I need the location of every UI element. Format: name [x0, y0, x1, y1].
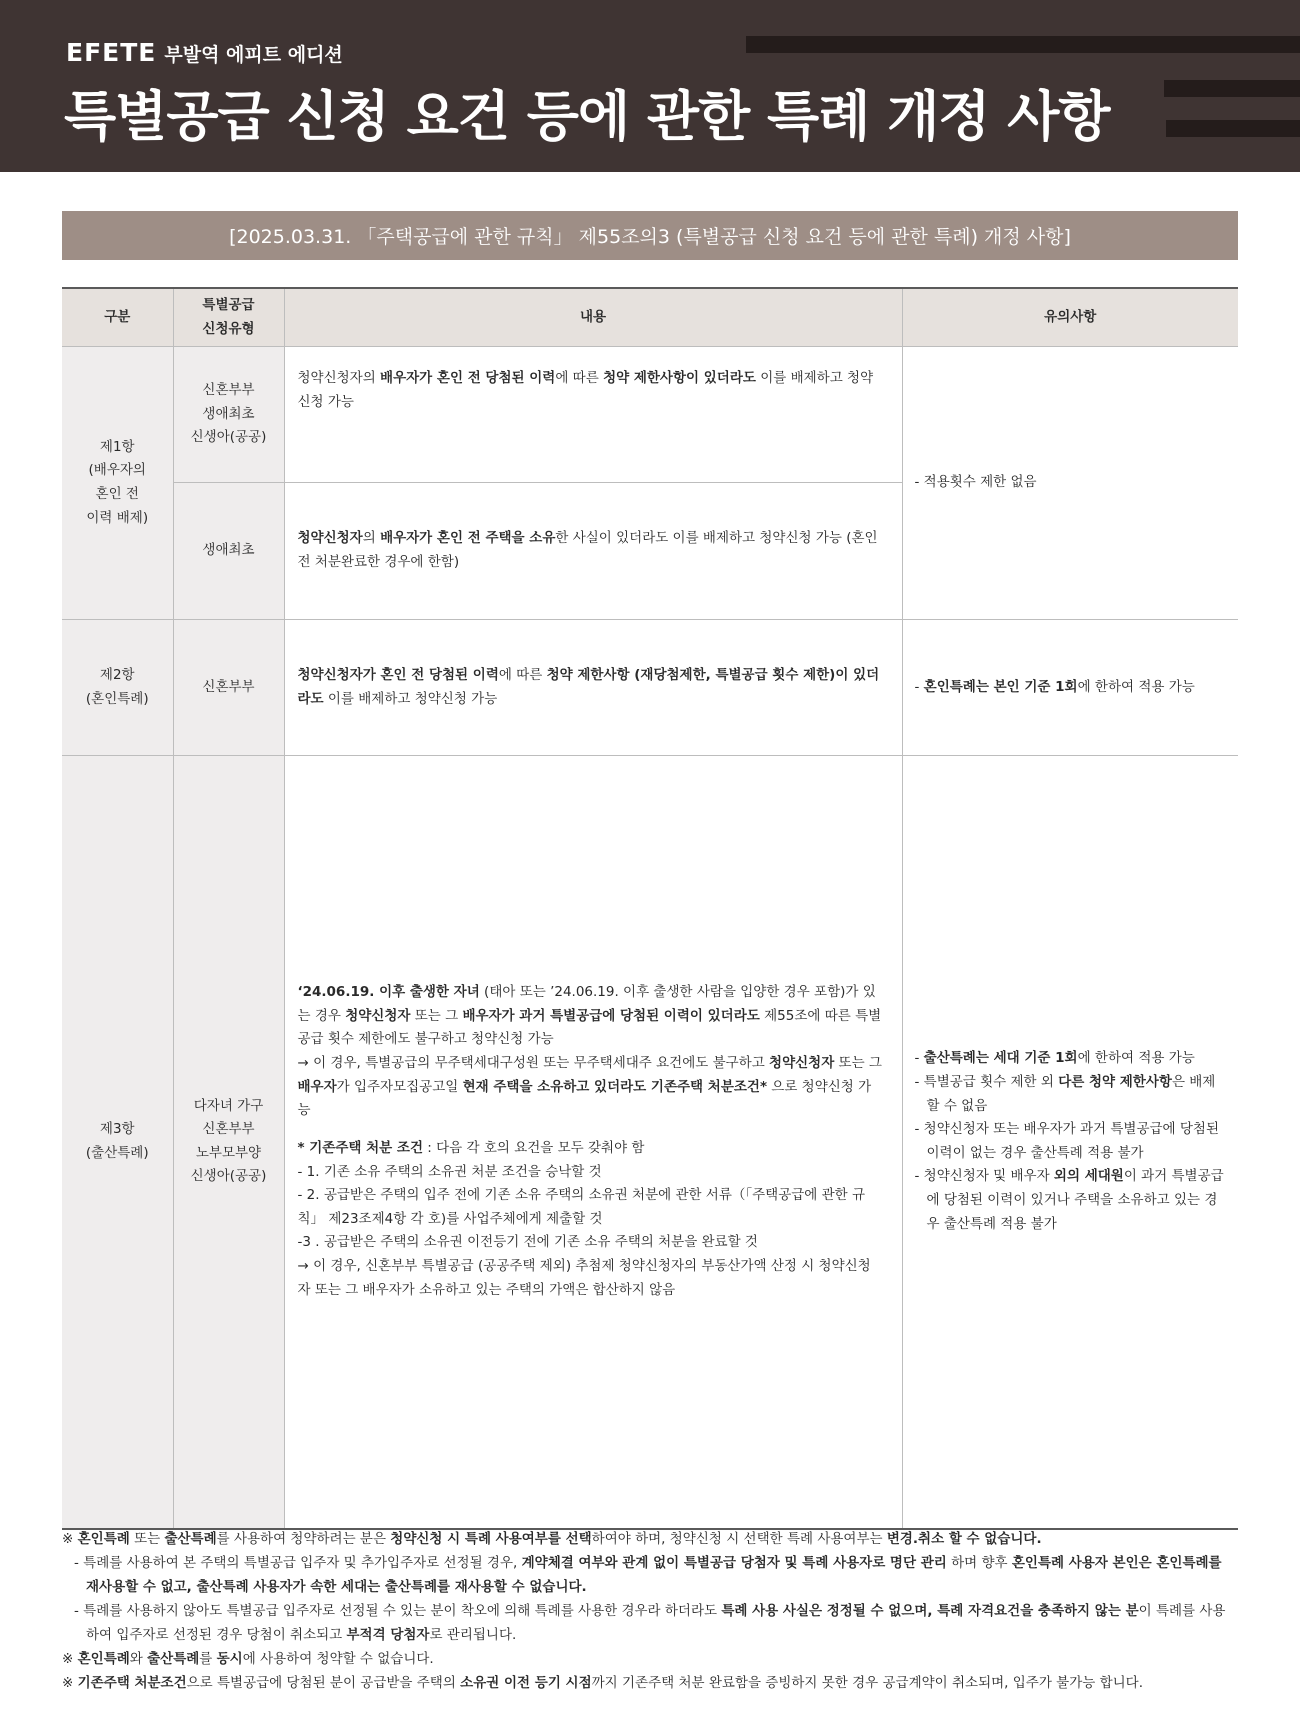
header-note: 유의사항 — [902, 288, 1238, 347]
apply-type-cell: 생애최초 — [173, 483, 284, 620]
text-run: ※ — [62, 1675, 78, 1691]
note-item — [915, 1047, 1227, 1071]
footnote-sub — [62, 1599, 1238, 1647]
text-run: 를 — [199, 1651, 217, 1667]
footnote — [62, 1647, 1238, 1671]
bold-text: 계약체결 여부와 관계 없이 특별공급 당첨자 및 특례 사용자로 명단 관리 — [521, 1555, 947, 1571]
text-run: 를 사용하여 청약하려는 분은 — [216, 1531, 391, 1547]
regulation-table — [62, 287, 1238, 1530]
bold-text: 배우자가 혼인 전 당첨된 이력 — [380, 370, 556, 386]
text-run: 은 배제할 수 없음 — [926, 1073, 1216, 1114]
subtitle-band: [2025.03.31. 「주택공급에 관한 규칙」 제55조의3 (특별공급 신청 요건 등에 관한 특례) 개정 사항] — [62, 211, 1238, 260]
condition-intro: : 다음 각 호의 요건을 모두 갖춰야 함 — [423, 1139, 645, 1156]
content-cell — [284, 483, 902, 620]
text-run: - 청약신청자 및 배우자 — [914, 1168, 1054, 1185]
bold-text: 특례 사용 사실은 정정될 수 없으며, 특례 자격요건을 충족하지 않는 분 — [721, 1603, 1139, 1619]
text-run: 까지 기존주택 처분 완료함을 증빙하지 못한 경우 공급계약이 취소되며, 입주가 불가능 합니다. — [591, 1675, 1143, 1691]
row-label-clause3: 제3항 (출산특례) — [62, 756, 173, 1529]
note-cell — [902, 620, 1238, 756]
text-run: - 청약신청자 또는 배우자가 과거 특별공급에 당첨된 이력이 없는 경우 출산특례 적용 불가 — [914, 1121, 1219, 1161]
bold-text: 혼인특례 — [77, 1651, 130, 1667]
bold-text: 청약신청자 — [297, 530, 363, 547]
footnotes — [62, 1527, 1238, 1695]
text-run: 에 한하여 적용 가능 — [1077, 1050, 1195, 1067]
text-run: - 특례를 사용하지 않아도 특별공급 입주자로 선정될 수 있는 분이 착오에 의해 특례를 사용한 경우라 하더라도 — [74, 1603, 722, 1619]
text-run: ※ — [62, 1651, 78, 1667]
bold-text: 배우자가 혼인 전 주택을 소유 — [380, 530, 556, 547]
header-gubun: 구분 — [62, 288, 173, 347]
note-item — [915, 1118, 1227, 1165]
table-row — [62, 347, 1238, 483]
content-cell — [284, 620, 902, 756]
bold-text: 혼인특례 — [77, 1531, 130, 1547]
footnote — [62, 1527, 1238, 1551]
text-run: 으로 특별공급에 당첨된 분이 공급받을 주택의 — [186, 1675, 461, 1691]
bold-text: 청약신청자 — [769, 1055, 835, 1072]
text-run: 제55조에 따른 특별공급 횟수 제한에도 불구하고 청약신청 가능 — [297, 1007, 882, 1048]
text-run: 에 사용하여 청약할 수 없습니다. — [242, 1651, 434, 1667]
bold-text: 다른 청약 제한사항 — [1058, 1073, 1172, 1090]
condition-item: -3 . 공급받은 주택의 소유권 이전등기 전에 기존 소유 주택의 처분을 완료할 것 — [297, 1234, 758, 1251]
project-name: 부발역 에피트 에디션 — [164, 44, 343, 66]
bold-text: ‘24.06.19. 이후 출생한 자녀 — [297, 984, 480, 1001]
text-run: 의 — [362, 530, 381, 547]
text-run: ※ — [62, 1531, 78, 1547]
bold-text: 혼인특례 사용자 본인은 혼인특례를 재사용할 수 없고, 출산특례 사용자가 속한 세대는 출산특례를 재사용할 수 없습니다. — [86, 1555, 1222, 1595]
text-run: 이 과거 특별공급에 당첨된 이력이 있거나 주택을 소유하고 있는 경우 출산특례 적용 불가 — [926, 1168, 1224, 1232]
bold-text: 동시 — [216, 1651, 243, 1667]
bold-text: 청약신청자가 혼인 전 당첨된 이력 — [297, 666, 499, 683]
text-run: 하며 향후 — [946, 1555, 1012, 1571]
text-run: 로 관리됩니다. — [429, 1627, 517, 1643]
bold-text: 청약신청자 — [345, 1007, 411, 1024]
condition-title: * 기존주택 처분 조건 — [297, 1139, 423, 1156]
bold-text: 부적격 당첨자 — [346, 1627, 430, 1643]
text-run: 에 따른 — [498, 666, 547, 683]
content-cell — [284, 347, 902, 483]
text-run: 에 한하여 적용 가능 — [1077, 678, 1195, 695]
condition-item: - 2. 공급받은 주택의 입주 전에 기존 소유 주택의 소유권 처분에 관한 서류（「주택공급에 관한 규칙」 제23조제4항 각 호)를 사업주체에게 제출할 것 — [297, 1187, 866, 1227]
page-title: 특별공급 신청 요건 등에 관한 특례 개정 사항 — [64, 85, 1110, 148]
text-run: - 특별공급 횟수 제한 외 — [914, 1073, 1059, 1090]
row-label-clause1: 제1항 (배우자의 혼인 전 이력 배제) — [62, 347, 173, 620]
row-label-clause2: 제2항 (혼인특례) — [62, 620, 173, 756]
text-run: - 특례를 사용하여 본 주택의 특별공급 입주자 및 추가입주자로 선정될 경우, — [74, 1555, 522, 1571]
text-run: 또는 그 — [410, 1007, 463, 1024]
text-run: (태아 또는 ’24.06.19. 이후 출생한 사람을 입양한 경우 포함)가 있는 경우 — [297, 984, 876, 1024]
note-item — [915, 1165, 1227, 1236]
bold-text: 청약신청 시 특례 사용여부를 선택 — [390, 1531, 592, 1547]
footnote-sub — [62, 1551, 1238, 1599]
header-content: 내용 — [284, 288, 902, 347]
text-run: 으로 청약신청 가능 — [297, 1078, 872, 1119]
condition-heading — [298, 1137, 884, 1161]
bold-text: 변경.취소 할 수 없습니다. — [886, 1531, 1042, 1547]
table-row — [62, 756, 1238, 1529]
brand-line — [66, 38, 343, 67]
bold-text: 출산특례 — [164, 1531, 217, 1547]
bold-text: 출산특례는 세대 기준 1회 — [923, 1050, 1078, 1067]
bold-text: 청약 제한사항 (재당첨제한, 특별공급 횟수 제한)이 있더라도 — [297, 666, 880, 707]
apply-type-cell: 신혼부부 — [173, 620, 284, 756]
bold-text: 청약 제한사항이 있더라도 — [603, 370, 756, 386]
bold-text: 기존주택 처분조건 — [77, 1675, 187, 1691]
bold-text: 현재 주택을 소유하고 있더라도 기존주택 처분조건* — [462, 1078, 767, 1095]
text-run: 청약신청자의 — [297, 370, 381, 386]
condition-item: - 1. 기존 소유 주택의 소유권 처분 조건을 승낙할 것 — [297, 1163, 602, 1180]
text-run: 또는 그 — [834, 1055, 882, 1072]
text-run: 에 따른 — [555, 370, 604, 386]
table-header-row — [62, 288, 1238, 347]
content-paragraph — [298, 1052, 884, 1123]
bold-text: 소유권 이전 등기 시점 — [460, 1675, 592, 1691]
text-run: 또는 — [129, 1531, 165, 1547]
note-list — [915, 1047, 1227, 1236]
note-item — [915, 1071, 1227, 1118]
bold-text: 배우자가 과거 특별공급에 당첨된 이력이 있더라도 — [462, 1007, 760, 1024]
decor-stripe — [746, 36, 1300, 53]
spacer — [298, 1123, 884, 1137]
text-run: 와 — [129, 1651, 148, 1667]
text-run: 하여야 하며, 청약신청 시 선택한 특례 사용여부는 — [591, 1531, 887, 1547]
content-paragraph: → 이 경우, 신혼부부 특별공급 (공공주택 제외) 추첨제 청약신청자의 부동산가액 산정 시 청약신청자 또는 그 배우자가 소유하고 있는 주택의 가액은 합산하지 않음 — [297, 1258, 871, 1298]
bold-text: 배우자 — [297, 1078, 337, 1095]
brand-logo: EFETE — [66, 38, 157, 67]
text-run: 이 특례를 사용하여 입주자로 선정된 경우 당첨이 취소되고 — [86, 1603, 1226, 1643]
text-run: → 이 경우, 특별공급의 무주택세대구성원 또는 무주택세대주 요건에도 불구하고 — [297, 1055, 770, 1072]
table-row — [62, 620, 1238, 756]
content-paragraph — [298, 981, 884, 1052]
header-banner — [0, 0, 1300, 172]
bold-text: 외의 세대원 — [1053, 1168, 1124, 1185]
bold-text: 출산특례 — [147, 1651, 200, 1667]
apply-type-cell: 다자녀 가구 신혼부부 노부모부양 신생아(공공) — [173, 756, 284, 1529]
content-cell — [284, 756, 902, 1529]
bold-text: 혼인특례는 본인 기준 1회 — [923, 678, 1078, 695]
decor-stripe — [1166, 120, 1300, 137]
header-type: 특별공급 신청유형 — [173, 288, 284, 347]
note-cell — [902, 756, 1238, 1529]
text-run: 이를 배제하고 청약신청 가능 — [323, 690, 498, 707]
text-run: 이를 배제하고 청약 신청 가능 — [297, 370, 874, 410]
text-run: - — [914, 678, 924, 695]
note-cell: - 적용횟수 제한 없음 — [902, 347, 1238, 620]
footnote — [62, 1671, 1238, 1695]
decor-stripe — [1164, 80, 1300, 97]
text-run: - — [914, 1050, 924, 1067]
text-run: 가 입주자모집공고일 — [336, 1078, 463, 1095]
text-run: 한 사실이 있더라도 이를 배제하고 청약신청 가능 (혼인 전 처분완료한 경우에 한함) — [297, 530, 878, 570]
apply-type-cell: 신혼부부 생애최초 신생아(공공) — [173, 347, 284, 483]
